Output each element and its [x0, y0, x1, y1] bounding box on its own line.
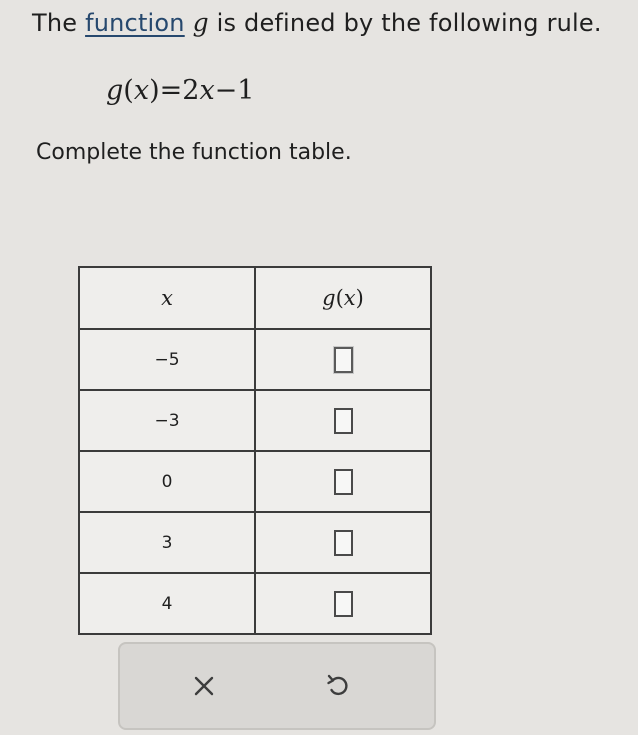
x-value-cell: −3 [79, 390, 255, 451]
rule-function-name: g [106, 75, 124, 106]
x-value-cell: 0 [79, 451, 255, 512]
function-table [78, 266, 432, 635]
header-gx-fn: g [322, 286, 336, 310]
rule-rhs-variable: x [199, 75, 215, 106]
answer-input[interactable] [334, 469, 353, 495]
table-row [79, 573, 431, 634]
table-row [79, 390, 431, 451]
x-value-cell: −5 [79, 329, 255, 390]
answer-input[interactable] [334, 347, 353, 373]
undo-icon [325, 673, 351, 699]
x-value-cell: 3 [79, 512, 255, 573]
answer-input[interactable] [334, 408, 353, 434]
header-gx-arg: x [343, 286, 356, 310]
rule-open-paren: ( [123, 75, 134, 106]
rule-equals: = [159, 75, 183, 106]
table-row [79, 512, 431, 573]
answer-input[interactable] [334, 530, 353, 556]
gx-cell [255, 390, 431, 451]
problem-statement [32, 8, 602, 37]
instruction-text: Complete the function table. [36, 140, 352, 165]
header-gx-open: ( [335, 286, 344, 310]
rule-coefficient: 2 [182, 75, 200, 106]
prompt-text-before: The [32, 9, 86, 37]
answer-action-bar [118, 642, 436, 730]
function-rule [106, 75, 254, 106]
header-gx-close: ) [355, 286, 364, 310]
table-header-row [79, 267, 431, 329]
x-value-cell: 4 [79, 573, 255, 634]
function-variable: g [192, 8, 209, 37]
table-row [79, 329, 431, 390]
header-x: x [79, 267, 255, 329]
rule-close-paren: ) [149, 75, 160, 106]
function-definition-link[interactable]: function [85, 9, 185, 37]
answer-input[interactable] [334, 591, 353, 617]
gx-cell [255, 573, 431, 634]
gx-cell [255, 512, 431, 573]
x-icon [191, 673, 217, 699]
rule-minus: − [214, 75, 238, 106]
gx-cell [255, 451, 431, 512]
clear-button[interactable] [184, 666, 224, 706]
table-row [79, 451, 431, 512]
prompt-text-after: is defined by the following rule. [208, 9, 602, 37]
header-gx [255, 267, 431, 329]
rule-argument: x [133, 75, 150, 106]
gx-cell [255, 329, 431, 390]
rule-constant: 1 [237, 75, 255, 106]
undo-button[interactable] [318, 666, 358, 706]
